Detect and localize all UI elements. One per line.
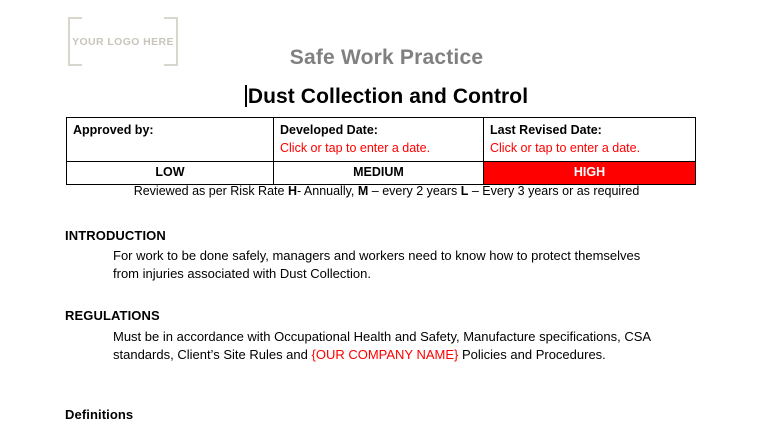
approved-by-label: Approved by:: [73, 123, 154, 137]
page-title[interactable]: [245, 85, 528, 109]
approved-by-cell-content: [67, 118, 273, 143]
last-revised-date-input[interactable]: Click or tap to enter a date.: [490, 141, 641, 156]
review-note-code-low: L: [460, 184, 469, 198]
table-row-headers: [67, 118, 696, 162]
table-cell-risk-high[interactable]: [484, 162, 696, 184]
section-body-regulations: [113, 328, 658, 365]
review-note-code-high: H: [287, 184, 297, 198]
document-title-container: [0, 85, 773, 109]
last-revised-date-label: Last Revised Date:: [490, 123, 602, 137]
table-row-risk-levels: [67, 162, 696, 184]
section-heading-regulations: REGULATIONS: [65, 308, 160, 323]
review-note-text-low: – Every 3 years or as required: [468, 184, 640, 198]
document-info-table: [66, 117, 696, 185]
review-note-text-high: - Annually,: [296, 184, 358, 198]
table-cell-developed-date[interactable]: [274, 118, 484, 162]
table-cell-approved-by[interactable]: [67, 118, 274, 162]
section-body-introduction: For work to be done safely, managers and workers need to know how to protect themselves from injuries associated with Dust Collection.: [113, 248, 641, 282]
risk-level-high: HIGH: [484, 162, 695, 183]
developed-date-input[interactable]: Click or tap to enter a date.: [280, 141, 431, 156]
section-heading-introduction: INTRODUCTION: [65, 228, 166, 243]
table-cell-risk-low[interactable]: [67, 162, 274, 184]
regulations-text-part2: Policies and Procedures.: [458, 347, 606, 363]
review-note-prefix: Reviewed as per Risk Rate: [133, 184, 288, 198]
company-name-token[interactable]: {OUR COMPANY NAME}: [311, 347, 459, 363]
review-note-text-medium: – every 2 years: [368, 184, 461, 198]
risk-level-low: LOW: [155, 165, 185, 180]
table-cell-risk-medium[interactable]: [274, 162, 484, 184]
review-frequency-note: [0, 183, 773, 201]
regulations-text-part1: Must be in accordance with Occupational Health and Safety, Manufacture specifications, CSA standards, Client’s Site Rules and: [113, 329, 651, 363]
review-note-code-medium: M: [357, 184, 369, 198]
risk-level-medium: MEDIUM: [353, 165, 404, 180]
table-cell-last-revised-date[interactable]: [484, 118, 696, 162]
text-cursor-caret: [245, 85, 247, 107]
document-subtitle: Safe Work Practice: [289, 46, 484, 69]
developed-date-cell-content: [274, 118, 483, 161]
developed-date-label: Developed Date:: [280, 123, 378, 137]
page-title-text: Dust Collection and Control: [247, 85, 529, 108]
logo-placeholder-text: YOUR LOGO HERE: [72, 35, 174, 48]
section-heading-definitions: Definitions: [65, 407, 134, 422]
last-revised-date-cell-content: [484, 118, 695, 161]
